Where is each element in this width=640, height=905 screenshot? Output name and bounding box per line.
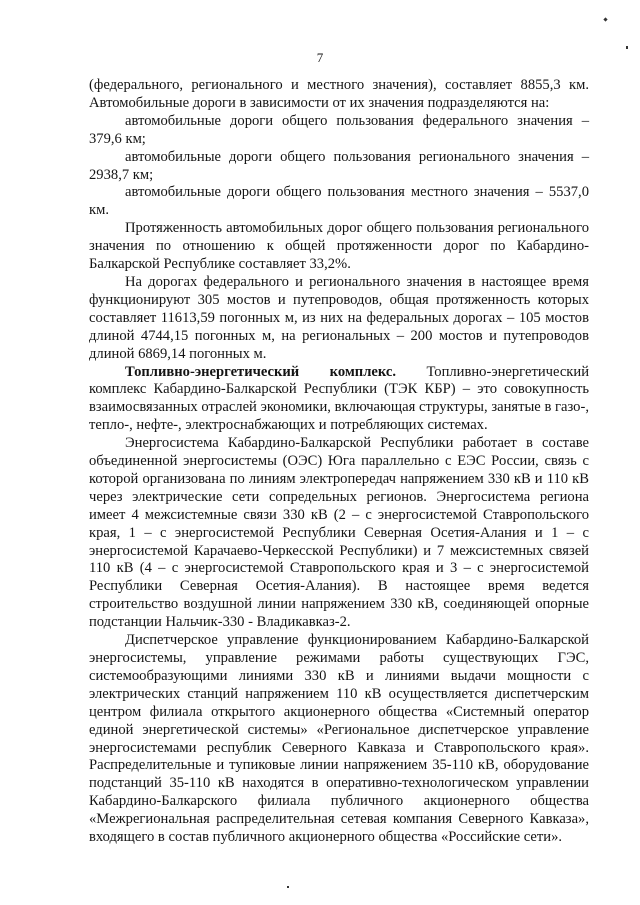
paragraph-regional-road-share: Протяженность автомобильных дорог общего пользования регионального значения по отношению к общей протяженности дорог по Кабардино-Балкарской Республике составляет 33,2%. (89, 220, 589, 273)
scan-speck-mark (603, 17, 607, 21)
paragraph-bridges: На дорогах федерального и регионального значения в настоящее время функционируют 305 мостов и путепроводов, общая протяженность которых составляет 11613,59 погонных м, из них на федеральных дорогах – 105 мостов длиной 4744,15 погонных м, на региональных – 200 мостов и путепроводов длиной 6869,14 погонных м. (89, 273, 589, 362)
list-item-local-roads: автомобильные дороги общего пользования местного значения – 5537,0 км. (89, 184, 589, 219)
list-item-regional-roads: автомобильные дороги общего пользования регионального значения – 2938,7 км; (89, 148, 589, 183)
document-body (89, 77, 589, 847)
list-item-federal-roads: автомобильные дороги общего пользования федерального значения – 379,6 км; (89, 112, 589, 147)
section-heading-fuel-energy: Топливно-энергетический комплекс. (125, 363, 397, 380)
paragraph-energy-system: Энергосистема Кабардино-Балкарской Республики работает в составе объединенной энергосистемы (ОЭС) Юга параллельно с ЕЭС России, связь с которой организована по линиям электропередач напряжением 330 кВ и 110 кВ через электрические сети сопредельных регионов. Энергосистема региона имеет 4 межсистемные связи 330 кВ (2 – с энергосистемой Ставропольского края, 1 – с энергосистемой Республики Северная Осетия-Алания и 1 – с энергосистемой Карачаево-Черкесской Республики) и 7 межсистемных связей 110 кВ (4 – с энергосистемой Ставропольского края и 3 – с энергосистемой Республики Северная Осетия-Алания). В настоящее время ведется строительство воздушной линии напряжением 330 кВ, соединяющей опорные подстанции Нальчик-330 - Владикавказ-2. (89, 435, 589, 631)
paragraph-fuel-energy-text: Топливно-энергетический комплекс Кабардино-Балкарской Республики (ТЭК КБР) – это совокупность взаимосвязанных отраслей экономики, включающая структуры, занятые в газо-, тепло-, нефте-, электроснабжающих и потребляющих системах. (89, 363, 590, 434)
page-number: 7 (316, 50, 324, 65)
paragraph-fuel-energy-complex (89, 364, 589, 436)
scan-speck-mark (287, 886, 289, 888)
paragraph-dispatch-control: Диспетчерское управление функционированием Кабардино-Балкарской энергосистемы, управление режимами работы существующих ГЭС, системообразующими линиями 330 кВ и линиями выдачи мощности с электрических станций напряжением 110 кВ осуществляется диспетчерским центром филиала открытого акционерного общества «Системный оператор единой энергетической системы» «Региональное диспетчерское управление энергосистемами республик Северного Кавказа и Ставропольского края». Распределительные и тупиковые линии напряжением 35-110 кВ, оборудование подстанций 35-110 кВ находятся в оперативно-технологическом управлении Кабардино-Балкарского филиала публичного акционерного общества «Межрегиональная распределительная сетевая компания Северного Кавказа», входящего в состав публичного акционерного общества «Российские сети». (89, 632, 589, 846)
scan-speck-mark (626, 46, 628, 49)
paragraph-road-network-intro: (федерального, регионального и местного значения), составляет 8855,3 км. Автомобильные дороги в зависимости от их значения подразделяются на: (89, 77, 589, 111)
